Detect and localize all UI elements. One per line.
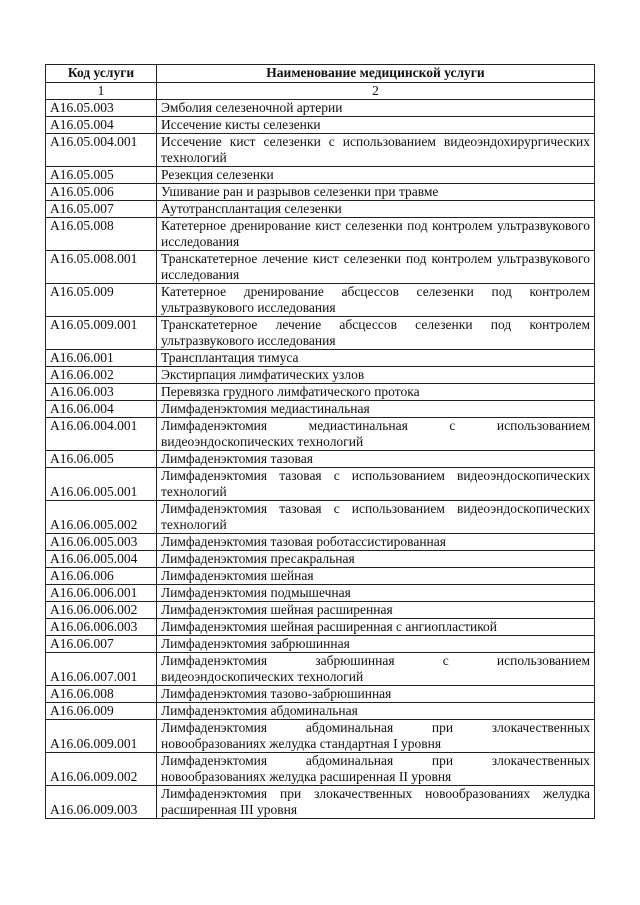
service-code: A16.05.005 (46, 167, 157, 184)
service-name: Лимфаденэктомия шейная (157, 568, 595, 585)
table-row (46, 720, 595, 753)
service-name: Лимфаденэктомия тазовая (157, 451, 595, 468)
service-name: Лимфаденэктомия при злокачественных новообразованиях желудка расширенная III уровня (157, 786, 595, 819)
table-row (46, 218, 595, 251)
service-code: A16.06.005 (46, 451, 157, 468)
service-code: A16.06.007.001 (46, 653, 157, 686)
service-name: Лимфаденэктомия абдоминальная при злокачественных новообразованиях желудка стандартная I уровня (157, 720, 595, 753)
header-code: Код услуги (46, 65, 157, 83)
table-row (46, 636, 595, 653)
service-code: A16.06.005.003 (46, 534, 157, 551)
table-row (46, 117, 595, 134)
service-code: A16.06.003 (46, 384, 157, 401)
table-row (46, 602, 595, 619)
service-name: Лимфаденэктомия тазовая роботассистированная (157, 534, 595, 551)
table-row (46, 201, 595, 218)
table-row (46, 534, 595, 551)
table-header (46, 65, 595, 83)
service-code: A16.05.007 (46, 201, 157, 218)
service-name: Лимфаденэктомия шейная расширенная (157, 602, 595, 619)
service-name: Иссечение кисты селезенки (157, 117, 595, 134)
service-name: Лимфаденэктомия шейная расширенная с ангиопластикой (157, 619, 595, 636)
service-code: A16.06.009.003 (46, 786, 157, 819)
service-name: Лимфаденэктомия тазово-забрюшинная (157, 686, 595, 703)
service-name: Лимфаденэктомия медиастинальная (157, 401, 595, 418)
service-code: A16.06.005.002 (46, 501, 157, 534)
service-code: A16.06.009.002 (46, 753, 157, 786)
service-name: Перевязка грудного лимфатического протока (157, 384, 595, 401)
service-code: A16.06.008 (46, 686, 157, 703)
service-code: A16.06.001 (46, 350, 157, 367)
service-name: Лимфаденэктомия пресакральная (157, 551, 595, 568)
table-row (46, 703, 595, 720)
service-name: Лимфаденэктомия подмышечная (157, 585, 595, 602)
service-name: Лимфаденэктомия абдоминальная при злокачественных новообразованиях желудка расширенная II уровня (157, 753, 595, 786)
service-code: A16.05.004.001 (46, 134, 157, 167)
service-code: A16.06.005.001 (46, 468, 157, 501)
column-number-name: 2 (157, 83, 595, 100)
service-code: A16.05.006 (46, 184, 157, 201)
service-code: A16.06.009 (46, 703, 157, 720)
service-code: A16.06.004.001 (46, 418, 157, 451)
service-name: Трансплантация тимуса (157, 350, 595, 367)
service-code: A16.05.009 (46, 284, 157, 317)
table-row (46, 401, 595, 418)
service-name: Лимфаденэктомия забрюшинная (157, 636, 595, 653)
service-code: A16.06.006.002 (46, 602, 157, 619)
table-row (46, 134, 595, 167)
service-code: A16.06.005.004 (46, 551, 157, 568)
service-name: Резекция селезенки (157, 167, 595, 184)
service-code: A16.06.009.001 (46, 720, 157, 753)
service-code: A16.06.007 (46, 636, 157, 653)
table-row (46, 468, 595, 501)
service-code: A16.06.006.003 (46, 619, 157, 636)
column-number-code: 1 (46, 83, 157, 100)
service-code: A16.06.002 (46, 367, 157, 384)
header-name: Наименование медицинской услуги (157, 65, 595, 83)
service-name: Лимфаденэктомия тазовая с использованием видеоэндоскопических технологий (157, 501, 595, 534)
service-name: Экстирпация лимфатических узлов (157, 367, 595, 384)
service-name: Транскатетерное лечение абсцессов селезенки под контролем ультразвукового исследования (157, 317, 595, 350)
service-code: A16.05.008 (46, 218, 157, 251)
service-name: Катетерное дренирование абсцессов селезенки под контролем ультразвукового исследования (157, 284, 595, 317)
services-table (45, 64, 595, 819)
service-code: A16.05.008.001 (46, 251, 157, 284)
table-row (46, 251, 595, 284)
table-row (46, 786, 595, 819)
table-row (46, 451, 595, 468)
table-row (46, 284, 595, 317)
service-name: Лимфаденэктомия медиастинальная с использованием видеоэндоскопических технологий (157, 418, 595, 451)
service-name: Иссечение кист селезенки с использованием видеоэндохирургических технологий (157, 134, 595, 167)
service-code: A16.05.009.001 (46, 317, 157, 350)
table-row (46, 501, 595, 534)
service-code: A16.06.006 (46, 568, 157, 585)
table-body (46, 83, 595, 819)
table-row (46, 350, 595, 367)
table-row (46, 619, 595, 636)
table-row (46, 100, 595, 117)
table-row (46, 167, 595, 184)
table-row (46, 367, 595, 384)
table-row (46, 317, 595, 350)
service-name: Лимфаденэктомия тазовая с использованием видеоэндоскопических технологий (157, 468, 595, 501)
table-row (46, 568, 595, 585)
service-code: A16.06.004 (46, 401, 157, 418)
table-row (46, 686, 595, 703)
table-row (46, 753, 595, 786)
service-code: A16.05.004 (46, 117, 157, 134)
table-row (46, 551, 595, 568)
service-name: Лимфаденэктомия забрюшинная с использованием видеоэндоскопических технологий (157, 653, 595, 686)
service-code: A16.06.006.001 (46, 585, 157, 602)
service-name: Лимфаденэктомия абдоминальная (157, 703, 595, 720)
service-name: Катетерное дренирование кист селезенки под контролем ультразвукового исследования (157, 218, 595, 251)
table-row (46, 384, 595, 401)
column-number-row (46, 83, 595, 100)
service-name: Ушивание ран и разрывов селезенки при травме (157, 184, 595, 201)
service-name: Аутотрансплантация селезенки (157, 201, 595, 218)
table-row (46, 585, 595, 602)
service-code: A16.05.003 (46, 100, 157, 117)
table-row (46, 418, 595, 451)
table-row (46, 653, 595, 686)
service-name: Эмболия селезеночной артерии (157, 100, 595, 117)
service-name: Транскатетерное лечение кист селезенки под контролем ультразвукового исследования (157, 251, 595, 284)
table-row (46, 184, 595, 201)
